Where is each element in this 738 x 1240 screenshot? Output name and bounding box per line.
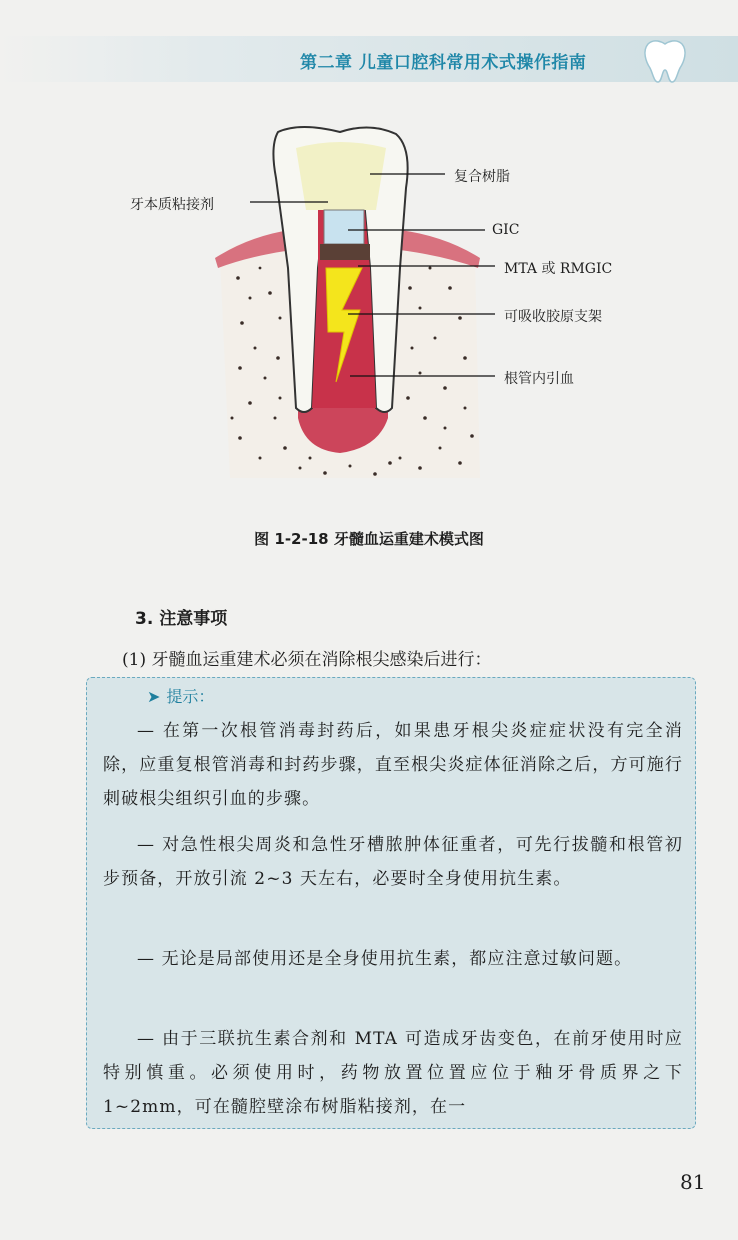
chapter-title: 第二章 儿童口腔科常用术式操作指南 [300,53,587,73]
tip-paragraph: — 对急性根尖周炎和急性牙槽脓肿体征重者，可先行拔髓和根管初步预备，开放引流 2~3 天左右，必要时全身使用抗生素。 [103,835,683,889]
tip-label [147,684,214,707]
label-gic: GIC [492,222,520,238]
label-mta-rmgic: MTA 或 RMGIC [504,261,613,277]
mta-layer [320,244,370,260]
tooth-icon [640,38,690,84]
label-intracanal-bleeding: 根管内引血 [504,371,574,387]
figure-caption: 图 1-2-18 牙髓血运重建术模式图 [254,530,484,548]
label-composite-resin: 复合树脂 [454,169,510,185]
composite-resin [296,142,386,210]
list-item: (1) 牙髓血运重建术必须在消除根尖感染后进行： [122,650,492,670]
label-resorbable-scaffold: 可吸收胶原支架 [504,309,602,325]
gic-layer [324,210,364,244]
tip-box [86,677,696,1129]
pulp-revascularization-diagram [100,118,680,508]
section-heading: 3. 注意事项 [135,609,228,629]
page-number: 81 [680,1170,706,1194]
label-dentin-adhesive: 牙本质粘接剂 [130,197,214,213]
tip-paragraph: — 无论是局部使用还是全身使用抗生素，都应注意过敏问题。 [137,949,633,969]
tip-paragraph: — 由于三联抗生素合剂和 MTA 可造成牙齿变色，在前牙使用时应特别慎重。必须使用时，药物放置位置应位于釉牙骨质界之下 1~2mm，可在髓腔壁涂布树脂粘接剂，在一 [103,1029,683,1117]
tip-label-text: 提示： [166,687,215,706]
tip-paragraph: — 在第一次根管消毒封药后，如果患牙根尖炎症症状没有完全消除，应重复根管消毒和封药步骤，直至根尖炎症体征消除之后，方可施行刺破根尖组织引血的步骤。 [103,721,683,809]
triangle-arrow-icon: ➤ [147,687,161,706]
